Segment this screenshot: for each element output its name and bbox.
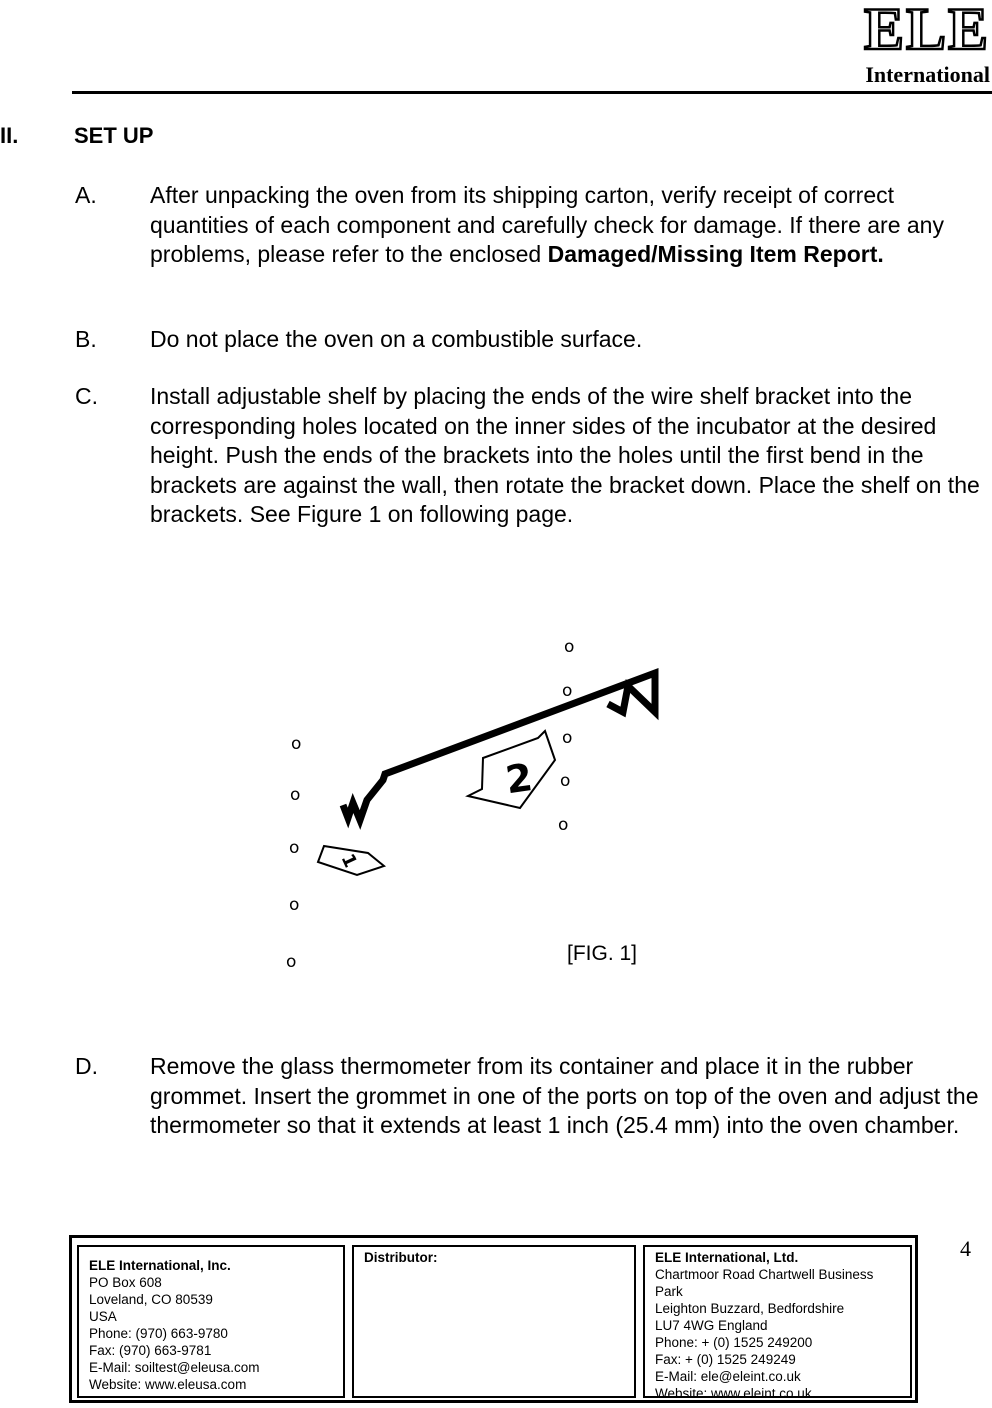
logo-mark: ELE (863, 0, 990, 62)
step-1-label: 1 (336, 850, 361, 871)
phone-line: Phone: (970) 663-9780 (89, 1326, 228, 1341)
hole-marker: o (286, 952, 297, 972)
address-line: USA (89, 1309, 117, 1324)
figure-caption: [FIG. 1] (567, 942, 638, 965)
section-title: SET UP (74, 123, 154, 148)
list-item-letter: C. (75, 383, 98, 409)
hole-marker: o (562, 728, 573, 748)
uk-company-name: ELE International, Ltd. (655, 1250, 799, 1265)
header-rule (72, 91, 992, 94)
footer-us-address (77, 1245, 345, 1398)
list-item-text: Remove the glass thermometer from its container and place it in the rubber grommet. Insert the grommet in one of the ports on top of the oven and adjust the thermometer so that it extends at least 1 inch (25.4 mm) into the oven chamber. (150, 1053, 979, 1138)
list-item-letter: B. (75, 326, 97, 352)
address-line: Chartmoor Road Chartwell Business (655, 1267, 874, 1282)
distributor-label: Distributor: (364, 1250, 438, 1265)
footer-distributor (352, 1245, 636, 1398)
address-line: Leighton Buzzard, Bedfordshire (655, 1301, 845, 1316)
us-company-name: ELE International, Inc. (89, 1258, 231, 1273)
list-item-text-plain: After unpacking the oven from its shipping carton, verify receipt of correct quantities of each component and carefully check for damage. If there are any problems, please refer to the enclosed (150, 182, 944, 267)
address-line: Park (655, 1284, 683, 1299)
step-2-label: 2 (502, 755, 536, 803)
list-item-letter: A. (75, 182, 97, 208)
fax-line: Fax: (970) 663-9781 (89, 1343, 212, 1358)
address-line: PO Box 608 (89, 1275, 162, 1290)
report-name: Damaged/Missing Item Report. (547, 241, 884, 267)
hole-marker: o (290, 785, 301, 805)
section-number: II. (0, 123, 19, 148)
page-number: 4 (960, 1236, 971, 1261)
hole-marker: o (291, 734, 302, 754)
hole-marker: o (558, 815, 569, 835)
hole-marker: o (564, 637, 575, 657)
list-item-text: Do not place the oven on a combustible surface. (150, 326, 643, 352)
company-logo (830, 0, 990, 86)
email-line: E-Mail: ele@eleint.co.uk (655, 1369, 801, 1384)
list-item-letter: D. (75, 1053, 98, 1079)
shelf-bracket-figure (270, 630, 690, 980)
right-wall-holes (558, 637, 574, 835)
hole-marker: o (289, 895, 300, 915)
list-item-text (150, 181, 980, 270)
hole-marker: o (560, 771, 571, 791)
phone-line: Phone: + (0) 1525 249200 (655, 1335, 813, 1350)
list-item-text: Install adjustable shelf by placing the ends of the wire shelf bracket into the corresponding holes located on the inner sides of the incubator at the desired height. Push the ends of the brackets into the holes until the first bend in the brackets are against the wall, then rotate the bracket down. Place the shelf on the brackets. See Figure 1 on following page. (150, 383, 980, 527)
website-line: Website: www.eleint.co.uk (655, 1386, 812, 1401)
email-line: E-Mail: soiltest@eleusa.com (89, 1360, 260, 1375)
website-line: Website: www.eleusa.com (89, 1377, 247, 1392)
hole-marker: o (289, 838, 300, 858)
address-line: LU7 4WG England (655, 1318, 768, 1333)
hole-marker: o (562, 681, 573, 701)
address-line: Loveland, CO 80539 (89, 1292, 213, 1307)
fax-line: Fax: + (0) 1525 249249 (655, 1352, 796, 1367)
footer-uk-address (643, 1245, 912, 1401)
left-wall-holes (286, 734, 301, 972)
logo-subtitle: International (865, 62, 990, 87)
